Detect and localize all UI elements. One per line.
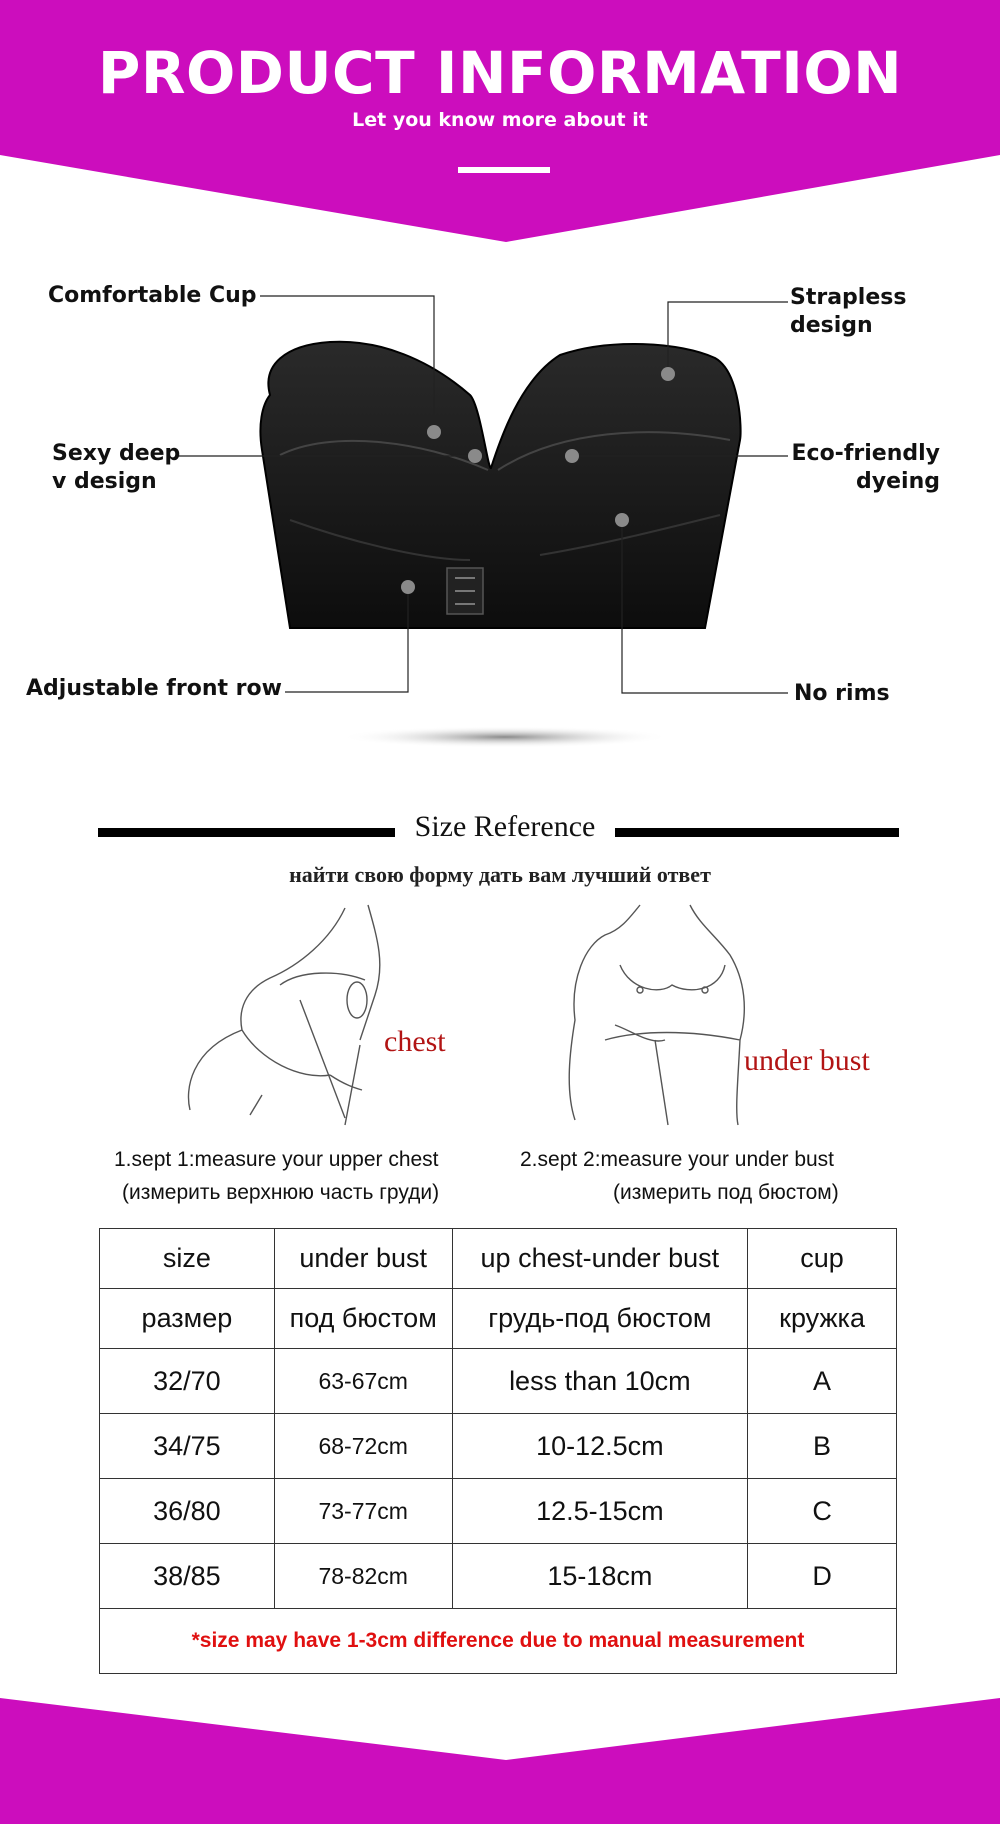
table-header-cell: under bust — [274, 1229, 452, 1289]
table-cell: 15-18cm — [452, 1544, 748, 1609]
table-cell: 68-72cm — [274, 1414, 452, 1479]
table-row — [100, 1544, 897, 1609]
callout-sexy-line1: Sexy deep — [52, 441, 181, 466]
callout-adjustable-front-row: Adjustable front row — [26, 676, 282, 701]
table-cell: 10-12.5cm — [452, 1414, 748, 1479]
step2-text: 2.sept 2:measure your under bust — [520, 1148, 835, 1171]
product-shadow — [340, 726, 670, 748]
table-cell: 73-77cm — [274, 1479, 452, 1544]
table-header-cell: size — [100, 1229, 275, 1289]
table-cell: 38/85 — [100, 1544, 275, 1609]
label-under-bust: under bust — [744, 1044, 870, 1077]
size-difference-note: *size may have 1-3cm difference due to manual measurement — [100, 1609, 897, 1674]
callout-eco-line1: Eco-friendly — [791, 441, 940, 466]
table-cell: 36/80 — [100, 1479, 275, 1544]
table-row — [100, 1414, 897, 1479]
table-cell: D — [748, 1544, 897, 1609]
page-subtitle: Let you know more about it — [352, 109, 648, 131]
table-header-row-ru — [100, 1289, 897, 1349]
table-header-cell: cup — [748, 1229, 897, 1289]
step2-text-ru: (измерить под бюстом) — [613, 1181, 839, 1204]
step1-text-ru: (измерить верхнюю часть груди) — [122, 1181, 440, 1204]
table-header-cell: под бюстом — [274, 1289, 452, 1349]
table-cell: C — [748, 1479, 897, 1544]
table-header-cell: размер — [100, 1289, 275, 1349]
callout-strapless-line2: design — [790, 313, 873, 338]
callout-strapless-line1: Strapless — [790, 285, 907, 310]
table-cell: 12.5-15cm — [452, 1479, 748, 1544]
size-ref-bar-right — [614, 828, 899, 837]
callout-no-rims: No rims — [794, 681, 890, 706]
bra-image — [260, 342, 740, 628]
table-cell: 34/75 — [100, 1414, 275, 1479]
footer-banner — [0, 1690, 1000, 1824]
callout-strapless — [790, 284, 906, 340]
callout-comfortable-cup: Comfortable Cup — [48, 283, 257, 308]
step1-text: 1.sept 1:measure your upper chest — [114, 1148, 439, 1171]
table-cell: 63-67cm — [274, 1349, 452, 1414]
size-reference-title: Size Reference — [395, 810, 615, 844]
size-table — [99, 1228, 897, 1674]
measurement-figures — [150, 900, 920, 1140]
table-header-cell: up chest-under bust — [452, 1229, 748, 1289]
table-row — [100, 1349, 897, 1414]
callout-sexy-deep-v — [52, 440, 180, 496]
size-ref-bar-left — [98, 828, 398, 837]
table-note-row — [100, 1609, 897, 1674]
page-title: PRODUCT INFORMATION — [97, 39, 903, 107]
callout-eco-line2: dyeing — [856, 469, 940, 494]
figure-under-bust — [569, 905, 744, 1125]
callout-eco-friendly — [790, 440, 940, 496]
table-header-cell: кружка — [748, 1289, 897, 1349]
size-reference-subtitle: найти свою форму дать вам лучший ответ — [289, 862, 711, 887]
table-cell: 32/70 — [100, 1349, 275, 1414]
table-cell: 78-82cm — [274, 1544, 452, 1609]
table-cell: less than 10cm — [452, 1349, 748, 1414]
table-cell: B — [748, 1414, 897, 1479]
title-underline — [458, 167, 550, 173]
table-cell: A — [748, 1349, 897, 1414]
label-chest: chest — [384, 1025, 446, 1058]
table-header-cell: грудь-под бюстом — [452, 1289, 748, 1349]
callout-sexy-line2: v design — [52, 469, 157, 494]
table-row — [100, 1479, 897, 1544]
table-header-row — [100, 1229, 897, 1289]
